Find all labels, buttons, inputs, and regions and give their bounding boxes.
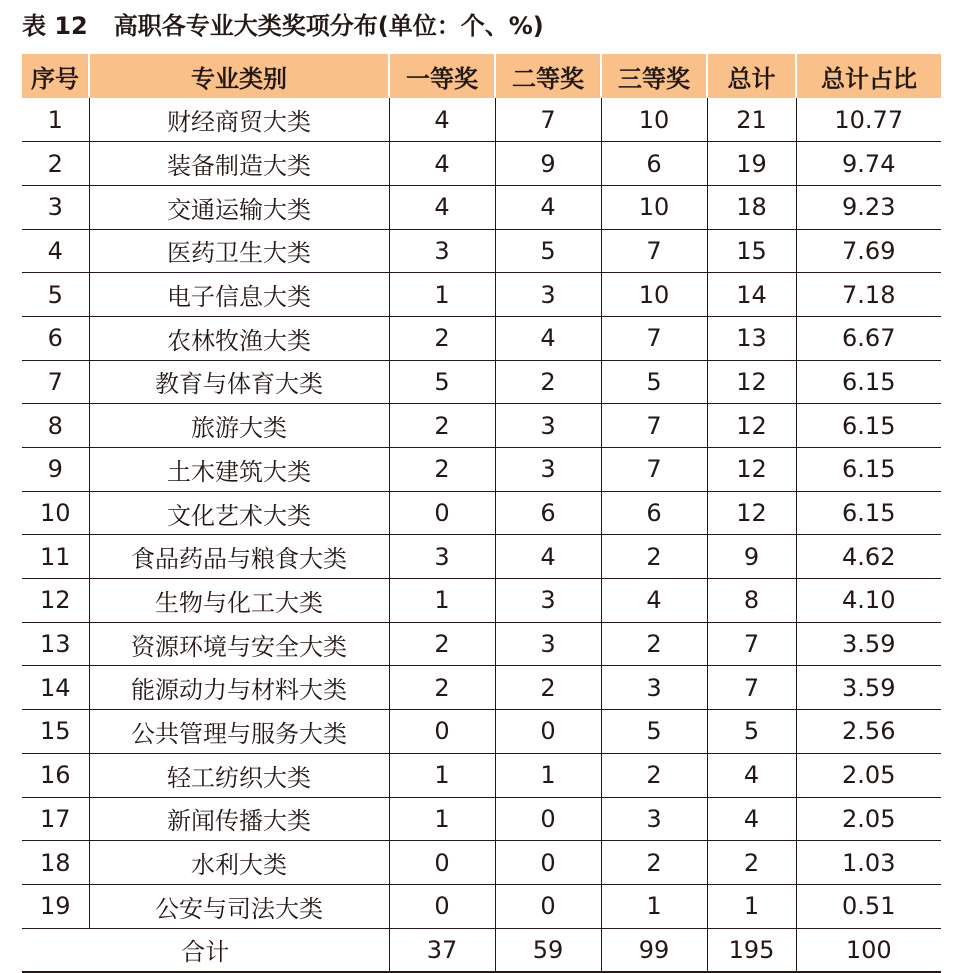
cell-second-prize: 5: [495, 229, 601, 273]
cell-second-prize: 4: [495, 316, 601, 360]
cell-category: 旅游大类: [89, 404, 389, 448]
cell-first-prize: 0: [389, 710, 495, 754]
total-row: [22, 928, 941, 972]
cell-share: 7.69: [796, 229, 941, 273]
cell-index: 18: [22, 841, 89, 885]
cell-second-prize: 2: [495, 666, 601, 710]
cell-share: 9.23: [796, 185, 941, 229]
cell-share: 3.59: [796, 666, 941, 710]
cell-category: 新闻传播大类: [89, 797, 389, 841]
cell-first-prize: 4: [389, 142, 495, 186]
cell-third-prize: 10: [601, 185, 707, 229]
cell-category: 交通运输大类: [89, 185, 389, 229]
cell-first-prize: 2: [389, 622, 495, 666]
cell-third-prize: 3: [601, 666, 707, 710]
cell-second-prize: 3: [495, 448, 601, 492]
cell-index: 19: [22, 884, 89, 928]
cell-index: 5: [22, 273, 89, 317]
total-share: 100: [796, 928, 941, 972]
table-row: [22, 710, 941, 754]
cell-first-prize: 1: [389, 797, 495, 841]
header-index: 序号: [22, 54, 89, 98]
cell-index: 14: [22, 666, 89, 710]
cell-total: 12: [707, 448, 796, 492]
header-total: 总计: [707, 54, 796, 98]
cell-total: 12: [707, 491, 796, 535]
cell-second-prize: 4: [495, 535, 601, 579]
cell-total: 8: [707, 579, 796, 623]
cell-index: 4: [22, 229, 89, 273]
cell-first-prize: 4: [389, 185, 495, 229]
cell-category: 文化艺术大类: [89, 491, 389, 535]
cell-second-prize: 0: [495, 884, 601, 928]
table-row: [22, 535, 941, 579]
cell-index: 17: [22, 797, 89, 841]
cell-third-prize: 2: [601, 622, 707, 666]
awards-table: [22, 54, 941, 973]
header-first-prize: 一等奖: [389, 54, 495, 98]
cell-share: 0.51: [796, 884, 941, 928]
cell-share: 7.18: [796, 273, 941, 317]
cell-total: 4: [707, 753, 796, 797]
cell-total: 15: [707, 229, 796, 273]
table-row: [22, 753, 941, 797]
cell-category: 公安与司法大类: [89, 884, 389, 928]
cell-share: 10.77: [796, 98, 941, 142]
cell-index: 16: [22, 753, 89, 797]
cell-total: 2: [707, 841, 796, 885]
cell-third-prize: 1: [601, 884, 707, 928]
table-body: [22, 98, 941, 972]
cell-second-prize: 0: [495, 841, 601, 885]
cell-index: 2: [22, 142, 89, 186]
cell-third-prize: 4: [601, 579, 707, 623]
cell-first-prize: 1: [389, 579, 495, 623]
total-second-prize: 59: [495, 928, 601, 972]
table-row: [22, 579, 941, 623]
cell-first-prize: 3: [389, 535, 495, 579]
cell-second-prize: 7: [495, 98, 601, 142]
cell-share: 4.62: [796, 535, 941, 579]
cell-total: 7: [707, 622, 796, 666]
header-row: [22, 54, 941, 98]
cell-index: 13: [22, 622, 89, 666]
cell-first-prize: 0: [389, 884, 495, 928]
cell-share: 1.03: [796, 841, 941, 885]
header-share: 总计占比: [796, 54, 941, 98]
cell-category: 教育与体育大类: [89, 360, 389, 404]
cell-third-prize: 2: [601, 535, 707, 579]
cell-first-prize: 2: [389, 666, 495, 710]
table-row: [22, 316, 941, 360]
cell-second-prize: 1: [495, 753, 601, 797]
cell-second-prize: 3: [495, 579, 601, 623]
cell-third-prize: 10: [601, 98, 707, 142]
cell-second-prize: 3: [495, 404, 601, 448]
cell-second-prize: 6: [495, 491, 601, 535]
cell-category: 农林牧渔大类: [89, 316, 389, 360]
table-row: [22, 622, 941, 666]
total-third-prize: 99: [601, 928, 707, 972]
cell-second-prize: 9: [495, 142, 601, 186]
cell-index: 12: [22, 579, 89, 623]
cell-category: 能源动力与材料大类: [89, 666, 389, 710]
cell-first-prize: 1: [389, 273, 495, 317]
cell-total: 9: [707, 535, 796, 579]
cell-first-prize: 5: [389, 360, 495, 404]
cell-total: 14: [707, 273, 796, 317]
cell-second-prize: 0: [495, 710, 601, 754]
cell-share: 9.74: [796, 142, 941, 186]
cell-category: 轻工纺织大类: [89, 753, 389, 797]
cell-share: 2.05: [796, 797, 941, 841]
table-row: [22, 797, 941, 841]
cell-category: 公共管理与服务大类: [89, 710, 389, 754]
cell-index: 7: [22, 360, 89, 404]
cell-third-prize: 7: [601, 229, 707, 273]
cell-first-prize: 2: [389, 404, 495, 448]
cell-first-prize: 1: [389, 753, 495, 797]
cell-second-prize: 0: [495, 797, 601, 841]
table-row: [22, 98, 941, 142]
cell-share: 6.15: [796, 491, 941, 535]
cell-total: 1: [707, 884, 796, 928]
cell-third-prize: 7: [601, 448, 707, 492]
cell-third-prize: 10: [601, 273, 707, 317]
table-caption: [22, 8, 544, 44]
cell-share: 6.67: [796, 316, 941, 360]
cell-category: 食品药品与粮食大类: [89, 535, 389, 579]
cell-index: 15: [22, 710, 89, 754]
total-sum: 195: [707, 928, 796, 972]
cell-index: 8: [22, 404, 89, 448]
cell-category: 电子信息大类: [89, 273, 389, 317]
cell-share: 6.15: [796, 360, 941, 404]
table-row: [22, 491, 941, 535]
cell-share: 6.15: [796, 404, 941, 448]
total-first-prize: 37: [389, 928, 495, 972]
cell-total: 13: [707, 316, 796, 360]
cell-total: 12: [707, 404, 796, 448]
cell-share: 2.05: [796, 753, 941, 797]
cell-category: 医药卫生大类: [89, 229, 389, 273]
cell-total: 4: [707, 797, 796, 841]
cell-total: 21: [707, 98, 796, 142]
cell-third-prize: 5: [601, 360, 707, 404]
cell-share: 2.56: [796, 710, 941, 754]
total-label: 合计: [22, 928, 389, 972]
table-row: [22, 360, 941, 404]
cell-second-prize: 2: [495, 360, 601, 404]
cell-first-prize: 2: [389, 316, 495, 360]
table-row: [22, 273, 941, 317]
cell-third-prize: 6: [601, 142, 707, 186]
cell-category: 水利大类: [89, 841, 389, 885]
cell-third-prize: 7: [601, 316, 707, 360]
cell-third-prize: 5: [601, 710, 707, 754]
table-row: [22, 884, 941, 928]
cell-category: 资源环境与安全大类: [89, 622, 389, 666]
cell-category: 土木建筑大类: [89, 448, 389, 492]
cell-share: 6.15: [796, 448, 941, 492]
cell-first-prize: 3: [389, 229, 495, 273]
cell-third-prize: 2: [601, 753, 707, 797]
cell-third-prize: 7: [601, 404, 707, 448]
cell-first-prize: 0: [389, 491, 495, 535]
table-row: [22, 142, 941, 186]
cell-share: 3.59: [796, 622, 941, 666]
cell-index: 11: [22, 535, 89, 579]
table-row: [22, 448, 941, 492]
table-row: [22, 185, 941, 229]
cell-category: 财经商贸大类: [89, 98, 389, 142]
cell-first-prize: 2: [389, 448, 495, 492]
cell-index: 10: [22, 491, 89, 535]
cell-total: 5: [707, 710, 796, 754]
cell-share: 4.10: [796, 579, 941, 623]
cell-index: 6: [22, 316, 89, 360]
cell-total: 19: [707, 142, 796, 186]
cell-second-prize: 3: [495, 273, 601, 317]
cell-total: 7: [707, 666, 796, 710]
cell-first-prize: 4: [389, 98, 495, 142]
cell-third-prize: 2: [601, 841, 707, 885]
cell-category: 装备制造大类: [89, 142, 389, 186]
cell-third-prize: 3: [601, 797, 707, 841]
table-row: [22, 666, 941, 710]
cell-total: 12: [707, 360, 796, 404]
cell-index: 9: [22, 448, 89, 492]
cell-total: 18: [707, 185, 796, 229]
table-row: [22, 841, 941, 885]
header-third-prize: 三等奖: [601, 54, 707, 98]
cell-index: 3: [22, 185, 89, 229]
table-row: [22, 229, 941, 273]
cell-second-prize: 3: [495, 622, 601, 666]
header-second-prize: 二等奖: [495, 54, 601, 98]
cell-third-prize: 6: [601, 491, 707, 535]
cell-category: 生物与化工大类: [89, 579, 389, 623]
header-category: 专业类别: [89, 54, 389, 98]
cell-first-prize: 0: [389, 841, 495, 885]
table-row: [22, 404, 941, 448]
cell-second-prize: 4: [495, 185, 601, 229]
cell-index: 1: [22, 98, 89, 142]
table-number: 表 12: [22, 12, 88, 40]
table-title: 高职各专业大类奖项分布(单位：个、%): [113, 12, 544, 40]
